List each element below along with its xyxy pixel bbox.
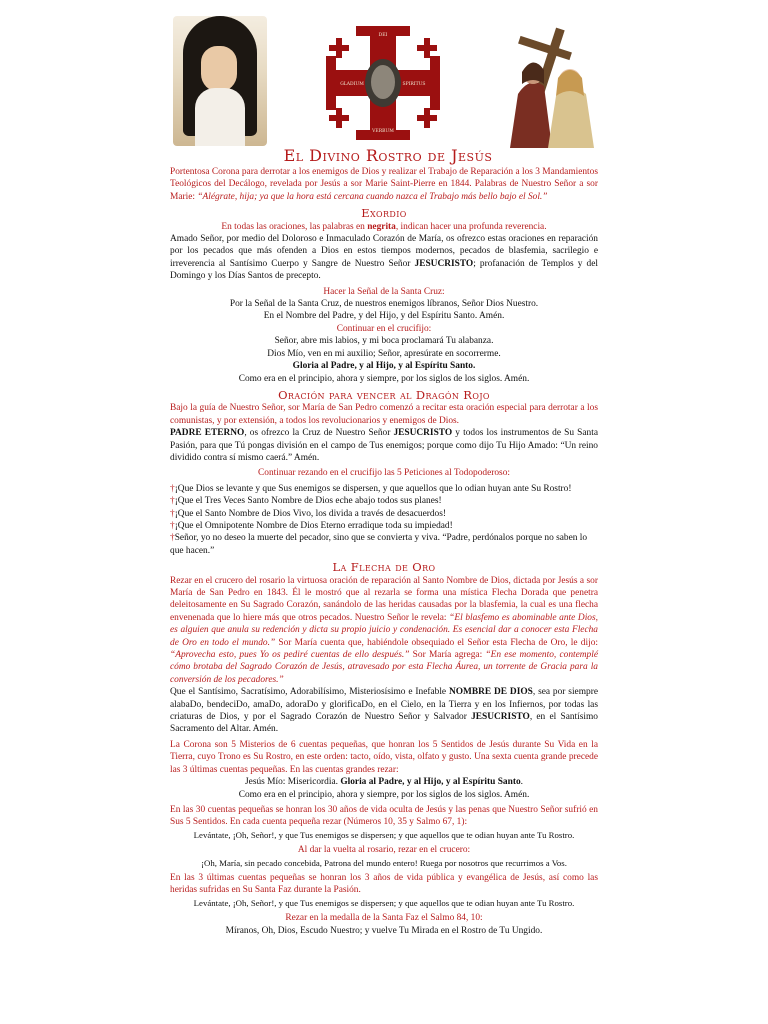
note-text-a: En todas las oraciones, las palabras en: [221, 221, 368, 232]
flecha-prayer: [170, 686, 598, 736]
dragon-prayer-a: , os ofrezco la Cruz de Nuestro Señor: [244, 428, 394, 439]
coif-shape: [195, 88, 245, 146]
gloria-text: Gloria al Padre, y al Hijo, y al Espíritu Santo.: [292, 361, 476, 372]
thirty-beads-paragraph: En las 30 cuentas pequeñas se honran los 30 años de vida oculta de Jesús y las penas que Nuestro Señor sufrió en Sus 5 Sentidos. En cada cuenta pequeña rezar (Números 10, 35 y Salmo 67, 1):: [170, 804, 598, 828]
exordio-heading: Exordio: [361, 206, 407, 221]
intro-text: Portentosa Corona para derrotar a los enemigos de Dios y realizar el Trabajo de Reparación a los 3 Mandamientos Teológicos del Decálogo, revelada por Jesús a sor Marie Saint-Pierre en 1844. Palabras de Nuestro Señor a sor Marie:: [170, 167, 598, 202]
header: [170, 0, 598, 165]
petition-item: † ¡Que el Santo Nombre de Dios Vivo, los divida a través de desacuerdos!: [170, 508, 598, 520]
face-shape: [201, 46, 237, 92]
oh-maria-line: ¡Oh, María, sin pecado concebida, Patrona del mundo entero! Ruega por nosotros que recurrimos a Vos.: [201, 857, 567, 868]
como-era-line-2: Como era en el principio, ahora y siempre, por los siglos de los siglos. Amén.: [238, 789, 530, 800]
document-body: [170, 166, 598, 937]
petition-item: † ¡Que el Tres Veces Santo Nombre de Dios eche abajo todos sus planes!: [170, 495, 598, 507]
flecha-prayer-a: Que el Santísimo, Sacratísimo, Adorabilísimo, Misteriosísimo e Inefable: [170, 687, 449, 698]
flecha-quote-2: “Aprovecha esto, pues Yo os pediré cuentas de ello después.”: [170, 650, 410, 661]
dragon-prayer-b: y todos los instrumentos de Su Santa Pasión, para que Tú pongas división en el campo de Tus enemigos; porque como dijo Tu Hijo Amado: “Un reino dividido contra sí mismo caerá.” Amén.: [170, 428, 598, 463]
petition-item: † ¡Que Dios se levante y que Sus enemigos se dispersen, y que aquellos que lo odian huyan ante Su Rostro!: [170, 483, 598, 495]
flecha-intro-a: Rezar en el crucero del rosario la virtuosa oración de reparación al Santo Nombre de Dios, dictada por Jesús a sor María de San Pedro en 1843. Él le mostró que al rezarla se forma una mística Flecha Dorada que penetra deleitosamente en Su Sagrado Corazón, sanándolo de las heridas causadas por la blasfemia, la cual es una flecha envenenada que lo hiere más que otros pecados. Nuestro Señor le revela:: [170, 575, 598, 623]
gloria-line: [170, 360, 598, 372]
flecha-prayer-bold: NOMBRE DE DIOS: [448, 687, 533, 698]
dragon-prayer: [170, 427, 598, 464]
crucifix-line-2: Dios Mío, ven en mi auxilio; Señor, apresúrate en socorrerme.: [267, 348, 501, 359]
nun-portrait-image: [173, 16, 267, 146]
crest-word-bottom: VERBUM: [372, 129, 394, 134]
big-bead-line: [170, 776, 598, 788]
exordio-prayer-bold: JESUCRISTO: [414, 258, 474, 269]
big-bead-bold: Gloria al Padre, y al Hijo, y al Espíritu Santo: [340, 777, 521, 788]
levantate-line-2: Levántate, ¡Oh, Señor!, y que Tus enemigos se dispersen; y que aquellos que te odian huyan ante Tu Rostro.: [193, 897, 575, 908]
exordio-prayer-b: ; profanación de Templos y del Domingo y los Días Santos de precepto.: [170, 258, 598, 282]
cross-line-2: En el Nombre del Padre, y del Hijo, y del Espíritu Santo. Amén.: [263, 311, 505, 322]
exordio-note: [170, 221, 598, 233]
exordio-prayer-a: Amado Señor, por medio del Doloroso e Inmaculado Corazón de María, os ofrezco estas oraciones en reparación por los pecados que más ofenden a Dios en estos tiempos modernos, pecados de blasfemia, sacrilegio e irreverencia al Santísimo Cuerpo y Sangre de Nuestro Señor: [170, 234, 598, 269]
big-bead-a: Jesús Mío: Misericordia.: [245, 777, 341, 788]
crest-word-left: GLADIUM: [340, 82, 364, 87]
levantate-line-1: Levántate, ¡Oh, Señor!, y que Tus enemigos se dispersen; y que aquellos que te odian huyan ante Tu Rostro.: [193, 829, 575, 840]
crucifix-heading: Continuar en el crucifijo:: [336, 323, 432, 334]
note-text-b: , indican hacer una profunda reverencia.: [395, 221, 547, 232]
flecha-intro-c: Sor María agrega:: [409, 650, 486, 661]
dragon-bold-1: PADRE ETERNO: [170, 428, 245, 439]
flecha-prayer-b: , sea por siempre alabaDo, bendeciDo, amaDo, adoraDo y glorificaDo, en el Cielo, en la Tierra y en los Infiernos, por todas las criaturas de Dios, y por el Sagrado Corazón de Nuestro Señor y Salvador: [170, 687, 598, 723]
flecha-intro: [170, 575, 598, 687]
petitions-heading: Continuar rezando en el crucifijo las 5 Peticiones al Todopoderoso:: [258, 468, 510, 479]
dragon-bold-2: JESUCRISTO: [393, 428, 453, 439]
exordio-prayer: [170, 233, 598, 283]
jerusalem-cross-crest: [322, 22, 444, 144]
dragon-heading: Oración para vencer al Dragón Rojo: [278, 387, 490, 402]
flecha-intro-b: Sor María cuenta que, habiéndole obsequiado el Señor esta Flecha de Oro, le dijo:: [275, 637, 598, 648]
flecha-quote-3: “En ese momento, contemplé cómo brotaba del Sagrado Corazón de Jesús, atravesado por esta Flecha Áurea, un torrente de Gracia para la conversión de los pecadores.”: [170, 650, 598, 685]
three-beads-paragraph: En las 3 últimas cuentas pequeñas se honran los 3 años de vida pública y evangélica de Jesús, así como las heridas sufridas en Su Santa Faz durante la Pasión.: [170, 872, 598, 896]
cross-line-1: Por la Señal de la Santa Cruz, de nuestros enemigos líbranos, Señor Dios Nuestro.: [229, 299, 539, 310]
crucifix-line-1: Señor, abre mis labios, y mi boca proclamará Tu alabanza.: [274, 336, 494, 347]
corona-paragraph: La Corona son 5 Misterios de 6 cuentas pequeñas, que honran los 5 Sentidos de Jesús durante Su Vida en la Tierra, cuyo Trono es Su Rostro, en este orden: tacto, oído, vista, olfato y gusto. Una sexta cuenta grande precede las 3 últimas cuentas pequeñas. En las cuentas grandes rezar:: [170, 739, 598, 775]
flecha-quote-1: “El blasfemo es abominable ante Dios, es alguien que anula su redención y dicta su propio juicio y condenación. Es esencial dar a conocer esta Flecha de Oro en todo el mundo.”: [170, 612, 598, 648]
intro-paragraph: [170, 166, 598, 203]
big-bead-b: .: [520, 777, 523, 788]
jesus-carrying-cross-image: [500, 24, 596, 148]
medalla-heading: Rezar en la medalla de la Santa Faz el Salmo 84, 10:: [285, 913, 483, 924]
crest-word-right: SPIRITUS: [402, 82, 426, 87]
page-title: El Divino Rostro de Jesús: [283, 146, 493, 165]
flecha-prayer-bold-2: JESUCRISTO: [471, 712, 530, 723]
intro-quote: “Alégrate, hija; ya que la hora está cercana cuando nazca el Trabajo más bello bajo el Sol.”: [197, 191, 548, 202]
note-bold: negrita: [367, 221, 396, 232]
crest-word-top: DEI: [378, 33, 388, 38]
petition-item: † Señor, yo no deseo la muerte del pecador, sino que se convierta y viva. “Padre, perdónalos porque no saben lo que hacen.”: [170, 532, 598, 557]
dragon-intro: Bajo la guía de Nuestro Señor, sor María de San Pedro comenzó a recitar esta oración especial para derrotar a los comunistas, y por extensión, a todos los revolucionarios y enemigos de Dios.: [170, 403, 598, 426]
cross-heading: Hacer la Señal de la Santa Cruz:: [323, 286, 445, 297]
como-era-line: Como era en el principio, ahora y siempre, por los siglos de los siglos. Amén.: [238, 373, 530, 384]
flecha-heading: La Flecha de Oro: [332, 560, 436, 575]
petition-item: † ¡Que el Omnipotente Nombre de Dios Eterno erradique toda su impiedad!: [170, 520, 598, 532]
miranos-line: Míranos, Oh, Dios, Escudo Nuestro; y vuelve Tu Mirada en el Rostro de Tu Ungido.: [225, 925, 543, 936]
flecha-prayer-c: , en el Santísimo Sacramento del Altar. Amén.: [170, 712, 598, 735]
vuelta-heading: Al dar la vuelta al rosario, rezar en el crucero:: [297, 845, 471, 856]
